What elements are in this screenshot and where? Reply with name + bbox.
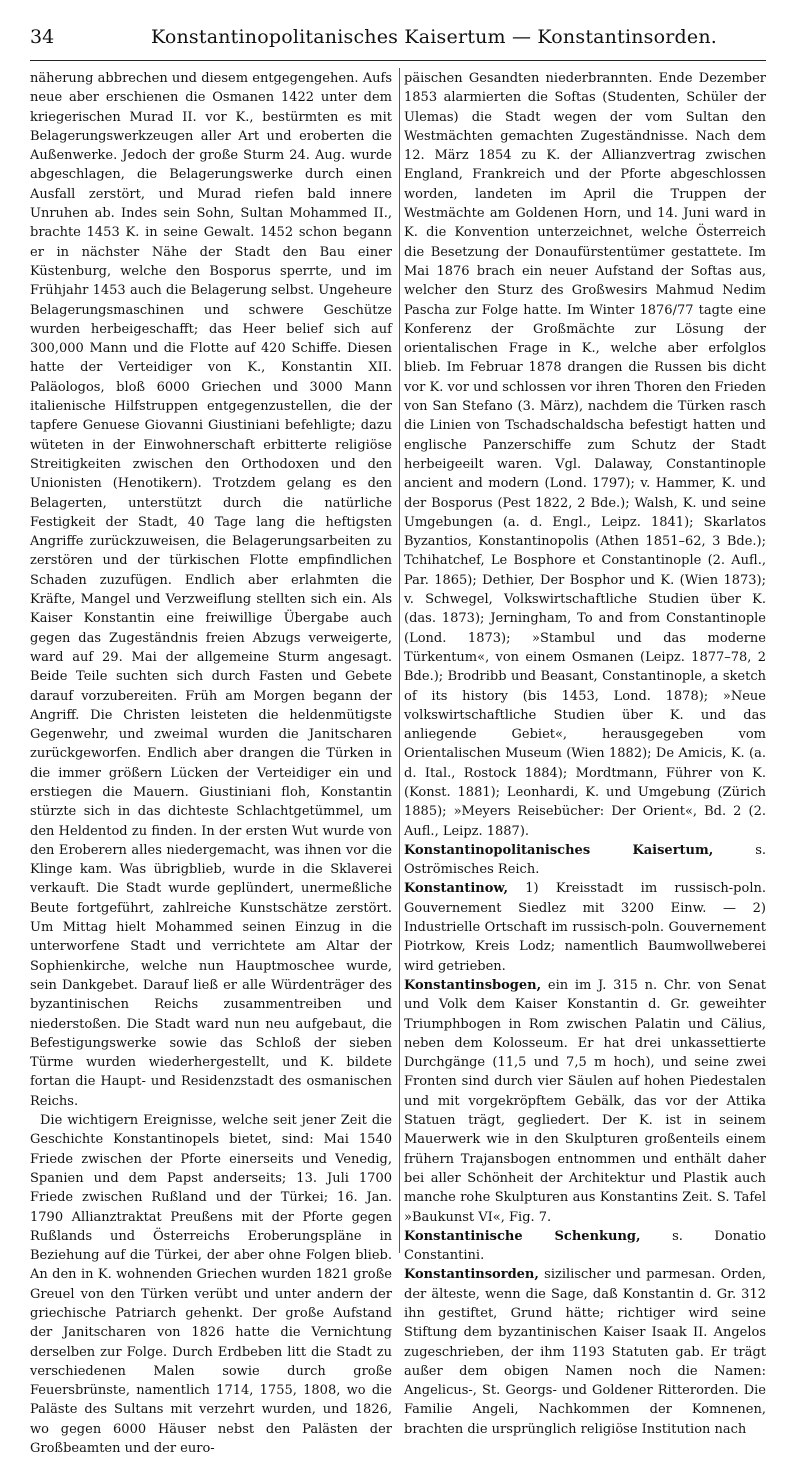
dictionary-entry	[404, 879, 766, 975]
entry-headword: Konstantinsbogen,	[404, 977, 542, 993]
dictionary-entry	[404, 841, 766, 880]
entry-text: s. Donatio Constantini.	[404, 1228, 767, 1264]
paragraph: Die wichtigern Ereignisse, welche seit jener Zeit die Geschichte Konstantinopels bietet, sind: Mai 1540 Friede zwischen der Pforte einerseits und Venedig, Spanien und dem Papst anderseits; 13. Juli 1700 Friede zwischen Rußland und der Türkei; 16. Jan. 1790 Allianztraktat Preußens mit der Pforte gegen Rußlands und Österreichs Eroberungspläne in Beziehung auf die Türkei, der aber ohne Folgen blieb. An den in K. wohnenden Griechen wurden 1821 große Greuel von den Türken verübt und unter andern der griechische Patriarch gehenkt. Der große Aufstand der Janitscharen von 1826 hatte die Vernichtung derselben zur Folge. Durch Erdbeben litt die Stadt zu verschiedenen Malen sowie durch große Feuersbrünste, namentlich 1714, 1755, 1808, wo die Paläste des Sultans mit verzehrt wurden, und 1826, wo gegen 6000 Häuser nebst den Palästen der Großbeamten und der euro-	[30, 1113, 392, 1457]
dictionary-entry	[404, 976, 766, 1227]
page-number: 34	[30, 26, 55, 48]
text-columns	[30, 69, 766, 1458]
entry-headword: Konstantinopolitanisches Kaisertum,	[404, 842, 714, 858]
entry-headword: Konstantinow,	[404, 881, 509, 897]
entry-text: s. Oströmisches Reich.	[404, 842, 766, 878]
entry-text: ein im J. 315 n. Chr. von Senat und Volk dem Kaiser Konstantin d. Gr. geweihter Triumphbogen in Rom zwischen Palatin und Cälius, neben dem Kolosseum. Er hat drei unkassettierte Durchgänge (11,5 und 7,5 m hoch), und seine zwei Fronten sind durch vier Säulen auf hohen Piedestalen und mit vorgekröpftem Gebälk, das vor der Attika Statuen trägt, gegliedert. Der K. ist in seinem Mauerwerk wie in den Skulpturen großenteils einem frühern Trajansbogen entnommen und enthält daher bei aller Schönheit der Architektur und Plastik auch manche rohe Skulpturen aus Konstantins Zeit. S. Tafel »Baukunst VI«, Fig. 7.	[404, 977, 766, 1225]
right-column	[404, 69, 766, 1458]
entry-headword: Konstantinsorden,	[404, 1267, 539, 1283]
entry-text: 1) Kreisstadt im russisch-poln. Gouvernement Siedlez mit 3200 Einw. — 2) Industrielle Ortschaft im russisch-poln. Gouvernement Piotrkow, Kreis Lodz; namentlich Baumwollweberei wird getrieben.	[404, 881, 766, 974]
running-head: Konstantinopolitanisches Kaisertum — Konstantinsorden.	[150, 26, 718, 48]
column-divider	[399, 68, 400, 1253]
dictionary-entry	[404, 1265, 766, 1439]
dictionary-entry	[404, 1227, 766, 1266]
page-header	[30, 26, 766, 61]
entry-text: sizilischer und parmesan. Orden, der älteste, wenn die Sage, daß Konstantin d. Gr. 312 ihn gestiftet, Grund hätte; richtiger wird seine Stiftung dem byzantinischen Kaiser Isaak II. Angelos zugeschrieben, der ihm 1193 Statuten gab. Er trägt außer dem obigen Namen noch die Namen: Angelicus-, St. Georgs- und Goldener Ritterorden. Die Familie Angeli, Nachkommen der Komnenen, brachten die ursprünglich religiöse Institution nach	[404, 1267, 766, 1437]
left-column	[30, 69, 392, 1458]
paragraph: näherung abbrechen und diesem entgegengehen. Aufs neue aber erschienen die Osmanen 1422 unter dem kriegerischen Murad II. vor K., bestürmten es mit Belagerungswerkzeugen aller Art und eroberten die Außenwerke. Jedoch der große Sturm 24. Aug. wurde abgeschlagen, die Belagerungswerke durch einen Ausfall zerstört, und Murad riefen bald innere Unruhen ab. Indes sein Sohn, Sultan Mohammed II., brachte 1453 K. in seine Gewalt. 1452 schon begann er in nächster Nähe der Stadt den Bau einer Küstenburg, welche den Bosporus sperrte, und im Frühjahr 1453 auch die Belagerung selbst. Ungeheure Belagerungsmaschinen und schwere Geschütze wurden herbeigeschafft; das Heer belief sich auf 300,000 Mann und die Flotte auf 420 Schiffe. Diesen hatte der Verteidiger von K., Konstantin XII. Paläologos, bloß 6000 Griechen und 3000 Mann italienische Hilfstruppen entgegenzustellen, die der tapfere Genuese Giovanni Giustiniani befehligte; dazu wüteten in der Einwohnerschaft erbitterte religiöse Streitigkeiten zwischen den Orthodoxen und den Unionisten (Henotikern). Trotzdem gelang es den Belagerten, unterstützt durch die natürliche Festigkeit der Stadt, 40 Tage lang die heftigsten Angriffe zurückzuweisen, die Belagerungsarbeiten zu zerstören und der türkischen Flotte empfindlichen Schaden zuzufügen. Endlich aber erlahmten die Kräfte, Mangel und Verzweiflung stellten sich ein. Als Kaiser Konstantin eine freiwillige Übergabe auch gegen das Zugeständnis freien Abzugs verweigerte, ward auf 29. Mai der allgemeine Sturm angesagt. Beide Teile suchten sich durch Fasten und Gebete darauf vorzubereiten. Früh am Morgen begann der Angriff. Die Christen leisteten die heldenmütigste Gegenwehr, und zweimal wurden die Janitscharen zurückgeworfen. Endlich aber drangen die Türken in die immer größern Lücken der Verteidiger ein und erstiegen die Mauern. Giustiniani floh, Konstantin stürzte sich in das dichteste Schlachtgetümmel, um den Heldentod zu finden. In der ersten Wut wurde von den Eroberern alles niedergemacht, was ihnen vor die Klinge kam. Was übrigblieb, wurde in die Sklaverei verkauft. Die Stadt wurde geplündert, unermeßliche Beute fortgeführt, zahlreiche Kunstschätze zerstört. Um Mittag hielt Mohammed seinen Einzug in die unterworfene Stadt und verrichtete am Altar der Sophienkirche, welche nun Hauptmoschee wurde, sein Dankgebet. Darauf ließ er alle Würdenträger des byzantinischen Reichs zusammentreiben und niederstoßen. Die Stadt ward nun neu aufgebaut, die Befestigungswerke sowie das Schloß der sieben Türme wurden wiederhergestellt, und K. bildete fortan die Haupt- und Residenzstadt des osmanischen Reichs.	[30, 71, 392, 1109]
entry-headword: Konstantinische Schenkung,	[404, 1228, 641, 1244]
paragraph: päischen Gesandten niederbrannten. Ende Dezember 1853 alarmierten die Softas (Studenten, Schüler der Ulemas) die Stadt wegen der vom Sultan den Westmächten gemachten Zugeständnisse. Nach dem 12. März 1854 zu K. der Allianzvertrag zwischen England, Frankreich und der Pforte abgeschlossen worden, landeten im April die Truppen der Westmächte am Goldenen Horn, und 14. Juni ward in K. die Konvention unterzeichnet, welche Österreich die Besetzung der Donaufürstentümer gestattete. Im Mai 1876 brach ein neuer Aufstand der Softas aus, welcher den Sturz des Großwesirs Mahmud Nedim Pascha zur Folge hatte. Im Winter 1876/77 tagte eine Konferenz der Großmächte zur Lösung der orientalischen Frage in K., welche aber erfolglos blieb. Im Februar 1878 drangen die Russen bis dicht vor K. vor und schlossen vor ihren Thoren den Frieden von San Stefano (3. März), nachdem die Türken rasch die Linien von Tschadschaldscha befestigt hatten und englische Panzerschiffe zum Schutz der Stadt herbeigeeilt waren. Vgl. Dalaway, Constantinople ancient and modern (Lond. 1797); v. Hammer, K. und der Bosporus (Pest 1822, 2 Bde.); Walsh, K. und seine Umgebungen (a. d. Engl., Leipz. 1841); Skarlatos Byzantios, Konstantinopolis (Athen 1851–62, 3 Bde.); Tchihatchef, Le Bosphore et Constantinople (2. Aufl., Par. 1865); Dethier, Der Bosphor und K. (Wien 1873); v. Schwegel, Volkswirtschaftliche Studien über K. (das. 1873); Jerningham, To and from Constantinople (Lond. 1873); »Stambul und das moderne Türkentum«, von einem Osmanen (Leipz. 1877–78, 2 Bde.); Brodribb und Beasant, Constantinople, a sketch of its history (bis 1453, Lond. 1878); »Neue volkswirtschaftliche Studien über K. und das anliegende Gebiet«, herausgegeben vom Orientalischen Museum (Wien 1882); De Amicis, K. (a. d. Ital., Rostock 1884); Mordtmann, Führer von K. (Konst. 1881); Leonhardi, K. und Umgebung (Zürich 1885); »Meyers Reisebücher: Der Orient«, Bd. 2 (2. Aufl., Leipz. 1887).	[404, 71, 766, 839]
